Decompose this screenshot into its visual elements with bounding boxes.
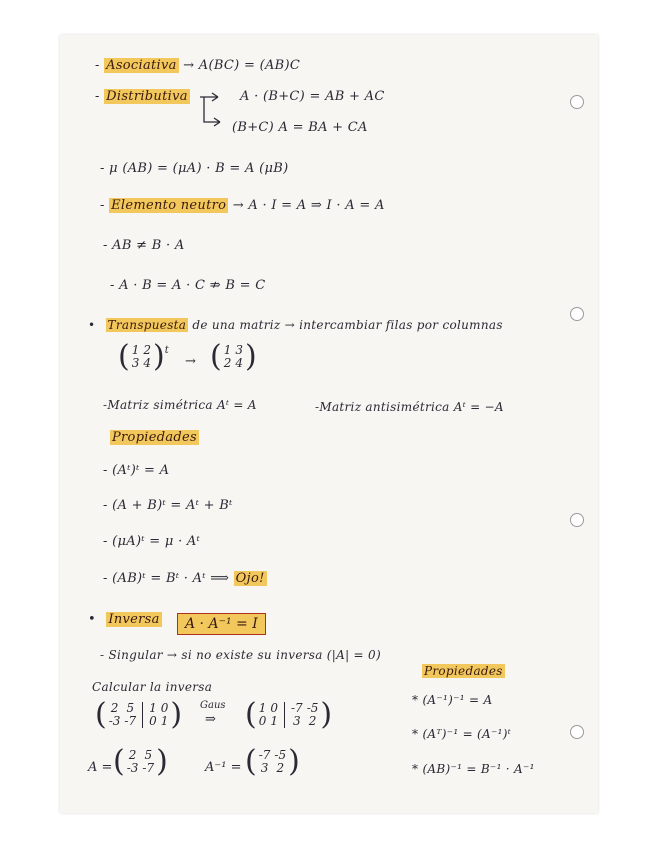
inverse-property-3: * (AB)⁻¹ = B⁻¹ · A⁻¹ [412, 762, 535, 776]
transpuesta-line: • Transpuesta de una matriz → intercambiar filas por columnas [88, 318, 503, 332]
singular-line: - Singular → si no existe su inversa (|A| = 0) [100, 648, 381, 662]
transpuesta-description: de una matriz → intercambiar filas por columnas [192, 318, 503, 332]
ainv-label: A⁻¹ = [205, 760, 242, 775]
inversa-line: • Inversa [88, 612, 160, 627]
transpose-property-4: - (AB)ᵗ = Bᵗ · Aᵗ ⟹ Ojo! [103, 571, 265, 586]
inverse-property-1: * (A⁻¹)⁻¹ = A [412, 693, 493, 707]
augmented-matrix: ( 2 -3 5 -7 1 0 0 1 ) [95, 697, 183, 732]
noncommutative-equation: AB ≠ B · A [112, 238, 185, 253]
punch-hole [570, 513, 584, 527]
calcular-heading: Calcular la inversa [92, 680, 213, 694]
neutro-label: Elemento neutro [111, 198, 227, 213]
punch-hole [570, 307, 584, 321]
transpose-property-1: - (Aᵗ)ᵗ = A [103, 463, 170, 478]
transpuesta-label: Transpuesta [107, 318, 187, 332]
asociativa-label: Asociativa [106, 58, 177, 73]
asociativa-line: - Asociativa → A(BC) = (AB)C [95, 58, 301, 73]
cancellation-line: - A · B = A · C ⇏ B = C [110, 278, 266, 293]
matrix-a-inverse: ( -7 3 -5 2 ) [245, 744, 300, 779]
matrix-a: ( 2 -3 5 -7 ) [113, 744, 168, 779]
singular-definition: Singular → si no existe su inversa (|A| = 0) [108, 648, 381, 662]
neutro-equation: → A · I = A ⇒ I · A = A [232, 198, 385, 213]
gauss-arrow-icon: ⇒ [205, 712, 216, 727]
transpose-property-2: - (A + B)ᵗ = Aᵗ + Bᵗ [103, 498, 233, 513]
transpose-property-3: - (μA)ᵗ = μ · Aᵗ [103, 534, 201, 549]
a-label: A = [88, 760, 113, 775]
ojo-note: Ojo! [235, 571, 265, 586]
properties-heading: Propiedades [112, 430, 198, 445]
asociativa-equation: → A(BC) = (AB)C [183, 58, 301, 73]
symmetric-line: -Matriz simétrica Aᵗ = A [103, 398, 257, 412]
inverse-property-2: * (Aᵀ)⁻¹ = (A⁻¹)ᵗ [412, 727, 511, 741]
symmetric-definition: Matriz simétrica Aᵗ = A [107, 398, 257, 412]
matrix-original: ( 1 3 2 4 ) $^t$ [118, 339, 169, 374]
distributiva-line: - Distributiva [95, 89, 188, 104]
scalar-line: - μ (AB) = (μA) · B = A (μB) [100, 161, 289, 176]
gaus-label: Gaus [200, 700, 226, 711]
noncommutative-line: - AB ≠ B · A [103, 238, 185, 253]
scalar-equation: μ (AB) = (μA) · B = A (μB) [109, 161, 289, 176]
punch-hole [570, 725, 584, 739]
neutro-line: - Elemento neutro → A · I = A ⇒ I · A = A [100, 198, 385, 213]
inverse-properties-heading: Propiedades [424, 664, 503, 678]
distributiva-eq-2: (B+C) A = BA + CA [232, 120, 368, 135]
reduced-matrix: ( 1 0 0 1 -7 3 -5 2 ) [245, 697, 333, 732]
antisymmetric-definition: Matriz antisimétrica Aᵗ = −A [319, 400, 504, 414]
cancellation-equation: A · B = A · C ⇏ B = C [119, 278, 266, 293]
matrix-transposed: ( 1 2 3 4 ) [210, 339, 257, 374]
inversa-label: Inversa [108, 612, 160, 627]
antisymmetric-line: -Matriz antisimétrica Aᵗ = −A [315, 400, 504, 414]
punch-hole [570, 95, 584, 109]
inverse-definition-box: A · A⁻¹ = I [177, 613, 266, 635]
distributiva-label: Distributiva [106, 89, 188, 104]
transpose-arrow-icon: → [185, 354, 196, 369]
distributiva-eq-1: A · (B+C) = AB + AC [240, 89, 385, 104]
